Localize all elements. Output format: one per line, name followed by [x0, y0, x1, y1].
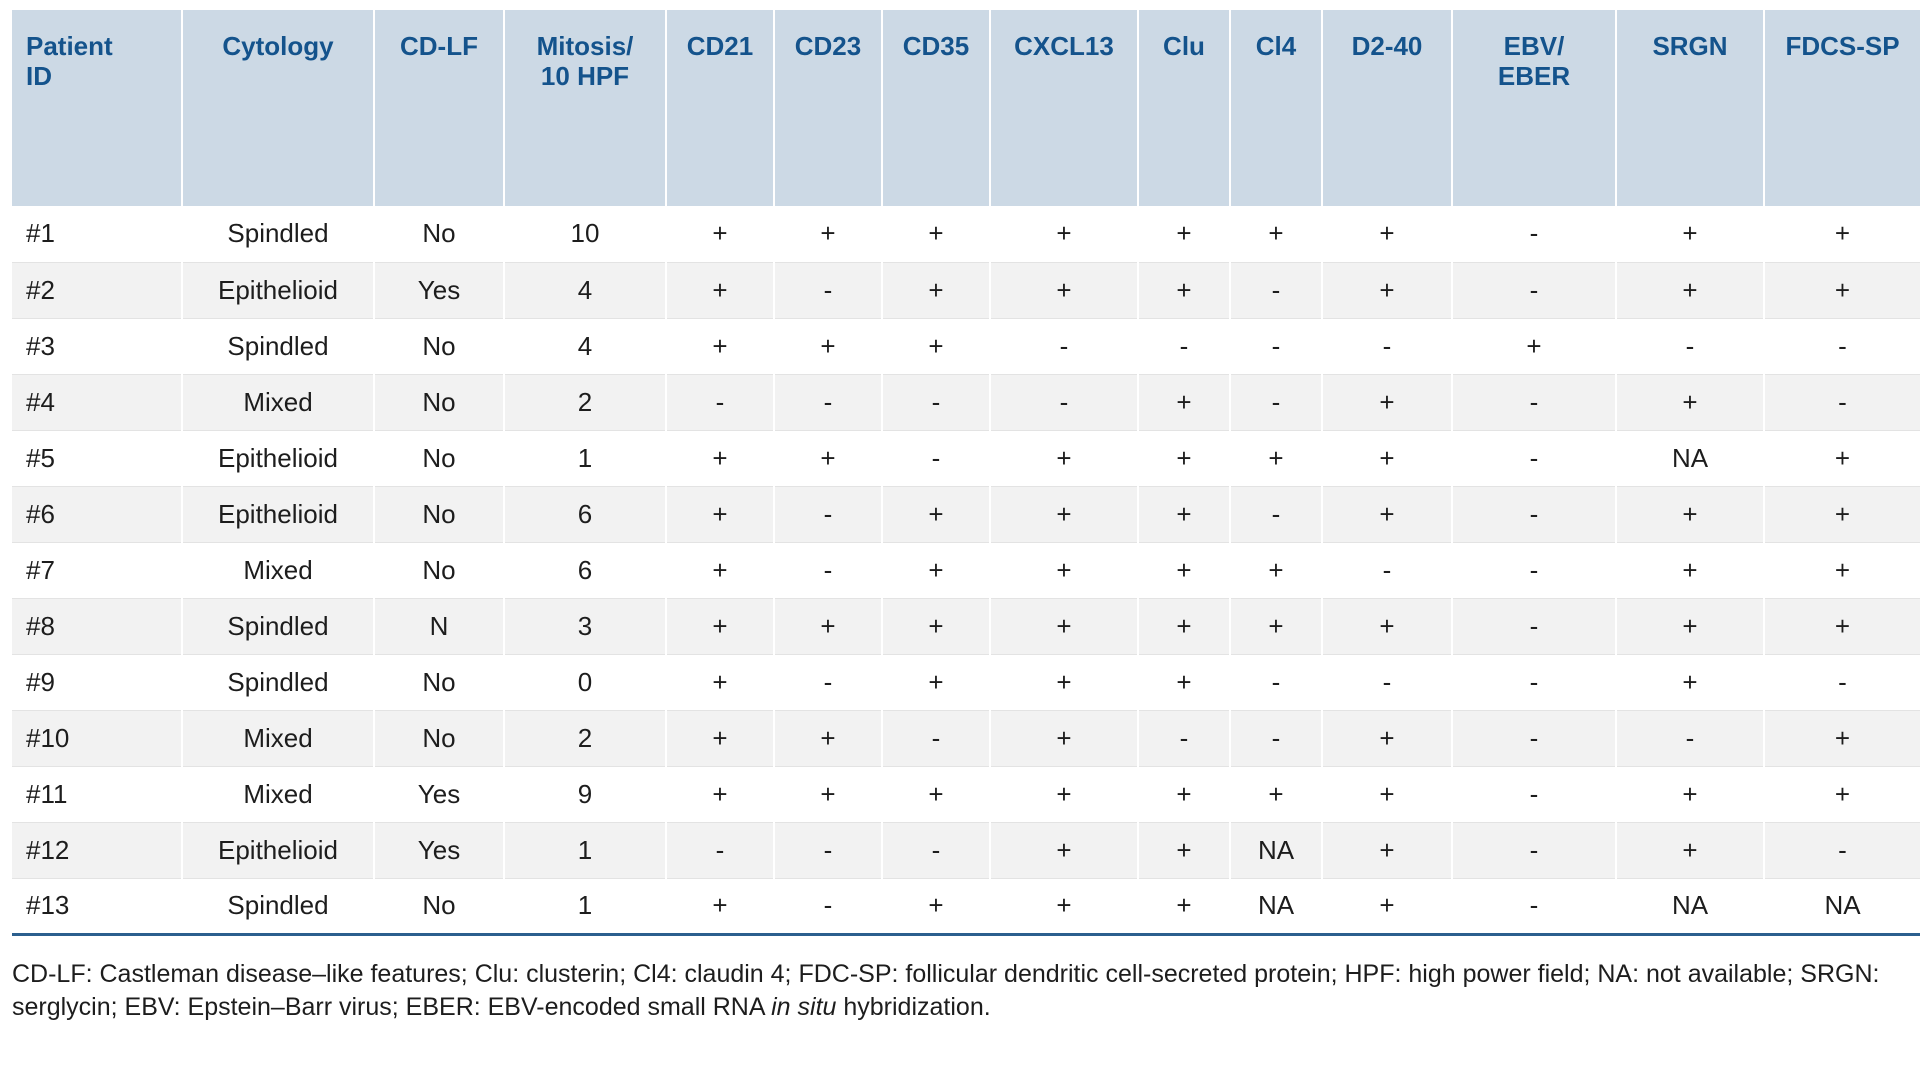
table-cell: +	[1230, 206, 1322, 262]
table-cell: Yes	[374, 766, 504, 822]
table-cell: No	[374, 206, 504, 262]
table-cell: -	[1452, 822, 1616, 878]
table-cell: +	[1138, 206, 1230, 262]
table-cell: +	[1138, 766, 1230, 822]
table-cell: +	[1616, 262, 1764, 318]
table-cell: +	[990, 430, 1138, 486]
table-cell: No	[374, 710, 504, 766]
patient-id-cell: #7	[12, 542, 182, 598]
table-cell: +	[1230, 598, 1322, 654]
column-header	[504, 10, 666, 206]
table-cell: +	[990, 542, 1138, 598]
table-cell: +	[1616, 766, 1764, 822]
column-header	[1764, 10, 1920, 206]
column-header-line: Clu	[1163, 31, 1205, 61]
table-cell: +	[666, 710, 774, 766]
table-cell: No	[374, 878, 504, 934]
table-cell: 10	[504, 206, 666, 262]
table-cell: +	[774, 766, 882, 822]
table-cell: 1	[504, 822, 666, 878]
table-cell: -	[1452, 598, 1616, 654]
table-cell: +	[1230, 766, 1322, 822]
table-cell: +	[990, 654, 1138, 710]
table-row	[12, 542, 1920, 598]
table-cell: -	[774, 822, 882, 878]
column-header	[1322, 10, 1452, 206]
table-cell: Mixed	[182, 542, 374, 598]
patient-id-cell: #4	[12, 374, 182, 430]
table-cell: Yes	[374, 822, 504, 878]
table-cell: +	[1616, 374, 1764, 430]
table-cell: +	[1764, 598, 1920, 654]
table-cell: +	[1322, 430, 1452, 486]
column-header-line: SRGN	[1652, 31, 1728, 61]
table-cell: -	[1452, 878, 1616, 934]
table-cell: 6	[504, 542, 666, 598]
table-cell: Epithelioid	[182, 262, 374, 318]
table-cell: No	[374, 486, 504, 542]
table-cell: -	[1452, 654, 1616, 710]
table-row	[12, 374, 1920, 430]
table-cell: +	[990, 598, 1138, 654]
table-cell: +	[1322, 374, 1452, 430]
column-header-line: Cl4	[1255, 31, 1297, 61]
table-cell: +	[1764, 486, 1920, 542]
column-header-line: CD23	[794, 31, 862, 61]
table-cell: Mixed	[182, 374, 374, 430]
patient-id-cell: #6	[12, 486, 182, 542]
table-cell: -	[1230, 262, 1322, 318]
patient-id-cell: #13	[12, 878, 182, 934]
table-cell: +	[666, 598, 774, 654]
patient-id-cell: #2	[12, 262, 182, 318]
table-cell: +	[1322, 486, 1452, 542]
table-cell: +	[1230, 542, 1322, 598]
table-cell: Mixed	[182, 766, 374, 822]
table-cell: +	[1764, 766, 1920, 822]
table-cell: +	[1322, 206, 1452, 262]
table-cell: +	[990, 262, 1138, 318]
table-row	[12, 206, 1920, 262]
table-row	[12, 486, 1920, 542]
column-header-line: CD-LF	[400, 31, 478, 61]
column-header-line: 10 HPF	[540, 60, 630, 91]
column-header-line: EBV/	[1503, 31, 1565, 61]
table-cell: -	[1230, 318, 1322, 374]
table-cell: -	[1452, 766, 1616, 822]
table-cell: -	[1138, 318, 1230, 374]
column-header	[1452, 10, 1616, 206]
table-cell: 2	[504, 710, 666, 766]
table-cell: +	[1764, 710, 1920, 766]
table-cell: No	[374, 374, 504, 430]
patient-id-cell: #12	[12, 822, 182, 878]
table-cell: 1	[504, 430, 666, 486]
table-row	[12, 710, 1920, 766]
column-header-line: CXCL13	[1014, 31, 1114, 61]
table-cell: +	[990, 878, 1138, 934]
table-cell: -	[666, 374, 774, 430]
table-cell: +	[882, 766, 990, 822]
column-header-line: Patient	[26, 31, 113, 61]
table-cell: 4	[504, 318, 666, 374]
table-cell: -	[774, 654, 882, 710]
table-cell: -	[1452, 430, 1616, 486]
table-cell: -	[1764, 654, 1920, 710]
table-cell: +	[882, 486, 990, 542]
table-cell: -	[1452, 374, 1616, 430]
table-cell: Epithelioid	[182, 822, 374, 878]
table-cell: Spindled	[182, 878, 374, 934]
table-cell: +	[666, 206, 774, 262]
table-cell: Yes	[374, 262, 504, 318]
table-cell: +	[774, 598, 882, 654]
table-cell: -	[1452, 710, 1616, 766]
table-cell: +	[882, 598, 990, 654]
footnote-italic: in situ	[771, 993, 837, 1022]
table-cell: +	[1616, 486, 1764, 542]
table-cell: -	[1764, 822, 1920, 878]
table-cell: -	[1230, 374, 1322, 430]
table-cell: -	[1616, 318, 1764, 374]
table-cell: +	[666, 262, 774, 318]
table-cell: +	[882, 262, 990, 318]
table-cell: +	[990, 486, 1138, 542]
table-cell: No	[374, 654, 504, 710]
patient-id-cell: #9	[12, 654, 182, 710]
table-cell: Mixed	[182, 710, 374, 766]
column-header-line: Mitosis/	[536, 31, 634, 61]
table-cell: +	[1138, 878, 1230, 934]
column-header	[666, 10, 774, 206]
footnote-part-2: hybridization.	[836, 993, 991, 1022]
table-cell: Spindled	[182, 318, 374, 374]
table-cell: +	[1764, 430, 1920, 486]
table-cell: +	[774, 318, 882, 374]
table-cell: Spindled	[182, 598, 374, 654]
table-cell: -	[882, 710, 990, 766]
table-cell: Epithelioid	[182, 430, 374, 486]
table-cell: +	[1322, 766, 1452, 822]
table-cell: No	[374, 542, 504, 598]
table-cell: +	[882, 206, 990, 262]
table-cell: -	[1230, 710, 1322, 766]
table-cell: -	[1452, 542, 1616, 598]
column-header	[12, 10, 182, 206]
table-row	[12, 598, 1920, 654]
column-header	[882, 10, 990, 206]
table-cell: -	[1138, 710, 1230, 766]
table-cell: -	[882, 374, 990, 430]
table-cell: -	[990, 374, 1138, 430]
table-cell: +	[1138, 542, 1230, 598]
column-header	[182, 10, 374, 206]
table-cell: Spindled	[182, 654, 374, 710]
table-cell: 2	[504, 374, 666, 430]
table-row	[12, 262, 1920, 318]
table-cell: +	[1616, 822, 1764, 878]
table-cell: -	[774, 878, 882, 934]
table-cell: +	[1616, 598, 1764, 654]
table-header-row	[12, 10, 1920, 206]
table-cell: -	[882, 430, 990, 486]
table-cell: -	[1616, 710, 1764, 766]
table-cell: NA	[1764, 878, 1920, 934]
table-cell: NA	[1230, 822, 1322, 878]
table-cell: -	[1230, 486, 1322, 542]
table-cell: +	[1138, 486, 1230, 542]
table-cell: 0	[504, 654, 666, 710]
table-row	[12, 430, 1920, 486]
table-cell: +	[774, 430, 882, 486]
table-cell: +	[882, 318, 990, 374]
table-cell: 4	[504, 262, 666, 318]
table-cell: -	[990, 318, 1138, 374]
table-cell: -	[1764, 318, 1920, 374]
table-cell: +	[666, 766, 774, 822]
table-cell: Epithelioid	[182, 486, 374, 542]
table-cell: +	[1616, 654, 1764, 710]
table-cell: No	[374, 430, 504, 486]
patient-marker-table	[12, 10, 1920, 936]
column-header	[1138, 10, 1230, 206]
table-cell: +	[1138, 262, 1230, 318]
table-cell: -	[1322, 318, 1452, 374]
patient-id-cell: #3	[12, 318, 182, 374]
table-cell: +	[1322, 878, 1452, 934]
table-cell: -	[1322, 542, 1452, 598]
table-cell: +	[666, 542, 774, 598]
table-row	[12, 318, 1920, 374]
column-header-line: ID	[26, 60, 52, 91]
table-cell: -	[774, 262, 882, 318]
patient-id-cell: #8	[12, 598, 182, 654]
table-cell: -	[1452, 206, 1616, 262]
table-cell: +	[1230, 430, 1322, 486]
table-cell: +	[666, 430, 774, 486]
table-cell: Spindled	[182, 206, 374, 262]
column-header	[774, 10, 882, 206]
table-cell: +	[990, 766, 1138, 822]
table-cell: +	[666, 654, 774, 710]
table-cell: +	[1322, 262, 1452, 318]
table-row	[12, 878, 1920, 934]
table-cell: +	[1764, 542, 1920, 598]
column-header-line: D2-40	[1351, 31, 1423, 61]
column-header-line: CD35	[902, 31, 970, 61]
table-cell: +	[666, 878, 774, 934]
table-cell: +	[774, 710, 882, 766]
table-cell: +	[1616, 206, 1764, 262]
table-cell: -	[666, 822, 774, 878]
table-body	[12, 206, 1920, 934]
column-header	[990, 10, 1138, 206]
table-cell: +	[1138, 374, 1230, 430]
table-cell: +	[1322, 710, 1452, 766]
column-header-line: FDCS-SP	[1785, 31, 1900, 61]
table-cell: +	[1452, 318, 1616, 374]
table-cell: -	[774, 374, 882, 430]
table-cell: 3	[504, 598, 666, 654]
patient-id-cell: #1	[12, 206, 182, 262]
column-header	[374, 10, 504, 206]
table-cell: +	[1138, 822, 1230, 878]
patient-id-cell: #11	[12, 766, 182, 822]
column-header	[1616, 10, 1764, 206]
table-cell: +	[1138, 598, 1230, 654]
table-cell: -	[774, 542, 882, 598]
table-header	[12, 10, 1920, 206]
table-cell: -	[1452, 262, 1616, 318]
table-cell: 1	[504, 878, 666, 934]
table-cell: +	[882, 878, 990, 934]
table-cell: -	[1452, 486, 1616, 542]
patient-id-cell: #10	[12, 710, 182, 766]
table-cell: +	[774, 206, 882, 262]
table-cell: -	[882, 822, 990, 878]
column-header	[1230, 10, 1322, 206]
table-cell: +	[1616, 542, 1764, 598]
table-cell: NA	[1616, 878, 1764, 934]
patient-id-cell: #5	[12, 430, 182, 486]
table-cell: N	[374, 598, 504, 654]
table-footnote	[12, 958, 1912, 1026]
table-cell: +	[1138, 430, 1230, 486]
table-cell: -	[1764, 374, 1920, 430]
table-cell: +	[990, 822, 1138, 878]
table-cell: +	[1322, 598, 1452, 654]
table-cell: 6	[504, 486, 666, 542]
table-cell: -	[1322, 654, 1452, 710]
table-row	[12, 766, 1920, 822]
table-cell: -	[774, 486, 882, 542]
column-header-line: CD21	[686, 31, 754, 61]
table-cell: +	[990, 710, 1138, 766]
table-cell: -	[1230, 654, 1322, 710]
table-cell: +	[666, 486, 774, 542]
table-row	[12, 822, 1920, 878]
table-cell: +	[882, 654, 990, 710]
footnote-part-1: CD-LF: Castleman disease–like features; Clu: clusterin; Cl4: claudin 4; FDC-SP: follicular dendritic cell-secreted protein; HPF: high power field; NA: not available; SRGN: serglycin; EBV: Epstein–Barr virus; EBER: EBV-encoded small RNA	[12, 959, 1880, 1022]
table-cell: No	[374, 318, 504, 374]
table-cell: NA	[1616, 430, 1764, 486]
table-cell: +	[666, 318, 774, 374]
table-cell: 9	[504, 766, 666, 822]
table-cell: NA	[1230, 878, 1322, 934]
table-cell: +	[1138, 654, 1230, 710]
table-cell: +	[990, 206, 1138, 262]
table-cell: +	[1764, 262, 1920, 318]
column-header-line: EBER	[1497, 60, 1571, 91]
table-cell: +	[1322, 822, 1452, 878]
table-cell: +	[1764, 206, 1920, 262]
table-row	[12, 654, 1920, 710]
column-header-line: Cytology	[222, 31, 334, 61]
table-cell: +	[882, 542, 990, 598]
